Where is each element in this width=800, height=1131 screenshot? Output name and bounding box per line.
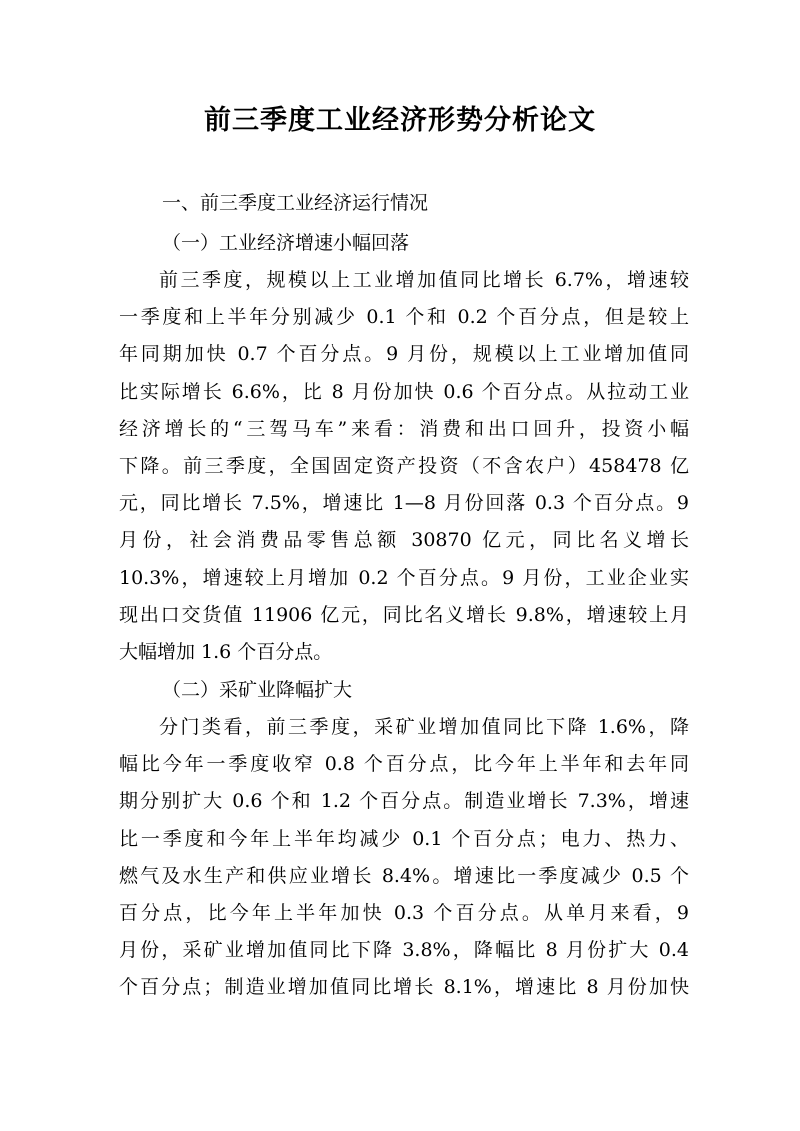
paragraph-1 [119, 262, 689, 671]
paragraph-line: 燃气及水生产和供应业增长 8.4%。增速比一季度减少 0.5 个 [119, 864, 689, 887]
paragraph-line: 比实际增长 6.6%，比 8 月份加快 0.6 个百分点。从拉动工业 [119, 380, 689, 403]
paragraph-line: 10.3%，增速较上月增加 0.2 个百分点。9 月份，工业企业实 [119, 566, 689, 589]
paragraph-line: 月份，采矿业增加值同比下降 3.8%，降幅比 8 月份扩大 0.4 [119, 939, 689, 962]
paragraph-line: 期分别扩大 0.6 个和 1.2 个百分点。制造业增长 7.3%，增速 [119, 790, 689, 813]
paragraph-line: 前三季度，规模以上工业增加值同比增长 6.7%，增速较 [159, 269, 689, 291]
paragraph-2 [119, 709, 689, 1007]
paragraph-line: 现出口交货值 11906 亿元，同比名义增长 9.8%，增速较上月 [119, 603, 689, 626]
section-heading-1: 一、前三季度工业经济运行情况 [162, 192, 429, 214]
paragraph-line: 年同期加快 0.7 个百分点。9 月份，规模以上工业增加值同 [119, 343, 689, 366]
paragraph-line: 经济增长的“三驾马车”来看：消费和出口回升，投资小幅 [119, 417, 689, 440]
paragraph-line: 个百分点；制造业增加值同比增长 8.1%，增速比 8 月份加快 [119, 976, 689, 999]
paragraph-line: 一季度和上半年分别减少 0.1 个和 0.2 个百分点，但是较上 [119, 306, 689, 329]
paragraph-line: 下降。前三季度，全国固定资产投资（不含农户）458478 亿 [119, 454, 689, 477]
paragraph-line: 大幅增加 1.6 个百分点。 [119, 640, 333, 663]
document-title: 前三季度工业经济形势分析论文 [204, 105, 596, 136]
subsection-heading-1: （一）工业经济增速小幅回落 [162, 232, 410, 254]
subsection-heading-2: （二）采矿业降幅扩大 [162, 679, 353, 701]
paragraph-line: 分门类看，前三季度，采矿业增加值同比下降 1.6%，降 [159, 716, 689, 738]
paragraph-line: 月份，社会消费品零售总额 30870 亿元，同比名义增长 [119, 529, 689, 552]
paragraph-line: 比一季度和今年上半年均减少 0.1 个百分点；电力、热力、 [119, 827, 689, 850]
paragraph-line: 元，同比增长 7.5%，增速比 1—8 月份回落 0.3 个百分点。9 [119, 492, 689, 515]
paragraph-line: 百分点，比今年上半年加快 0.3 个百分点。从单月来看，9 [119, 901, 689, 924]
paragraph-line: 幅比今年一季度收窄 0.8 个百分点，比今年上半年和去年同 [119, 753, 689, 776]
